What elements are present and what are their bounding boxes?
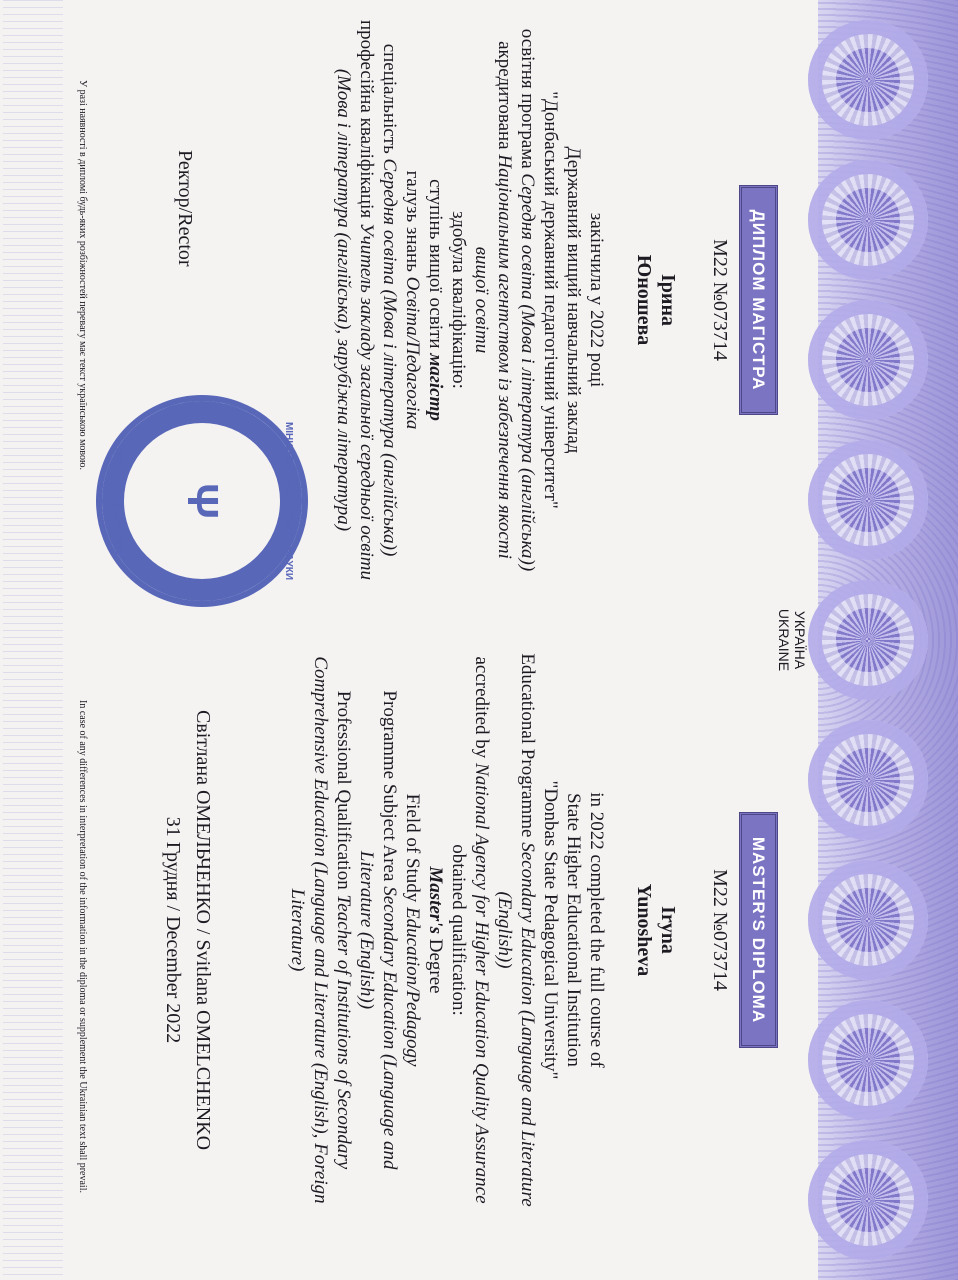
rosette-ornament (808, 160, 928, 280)
english-column (286, 650, 778, 1210)
obtained-ua: здобула кваліфікацію: (448, 211, 469, 389)
accreditation-ua: акредитована Національним агентством із забезпечення якості вищої освіти (471, 41, 515, 559)
last-name-en: Yunosheva (633, 883, 655, 977)
country-heading (776, 0, 808, 1280)
diploma-title-en: MASTER'S DIPLOMA (739, 812, 778, 1048)
wave-border (3, 0, 63, 1280)
rosette-ornament (808, 860, 928, 980)
last-name-ua: Юношева (633, 254, 655, 346)
institution-type-en: State Higher Educational Institution (563, 793, 584, 1067)
official-seal (96, 395, 308, 607)
rosette-ornament (808, 440, 928, 560)
diploma-number-en: M22 №073714 (709, 869, 731, 991)
diploma-title-ua: ДИПЛОМ МАГІСТРА (739, 185, 778, 416)
completion-line-en: in 2022 completed the full course of (586, 792, 607, 1068)
country-ua: УКРАЇНА (792, 610, 808, 670)
specialty-en: Programme Subject Area Secondary Education (Language and Literature (English)) (356, 690, 400, 1170)
specialty-ua: спеціальність Середня освіта (Мова і література (англійська)) (379, 43, 400, 557)
completion-line: закінчила у 2022 році (586, 212, 607, 388)
trident-icon: Ψ (178, 483, 227, 519)
program-en: Educational Programme Secondary Education (Language and Literature (English)) (494, 653, 538, 1207)
ukrainian-column (332, 20, 778, 580)
first-name-ua: Ірина (657, 274, 679, 326)
degree-ua: ступінь вищої освіти магістр (425, 179, 446, 421)
rector-label: Ректор/Rector (174, 150, 196, 267)
degree-en: Master's Degree (425, 866, 446, 994)
qualification-en: Professional Qualification Teacher of Institutions of Secondary Comprehensive Education (Language and Literature (English), Foreign Literature) (287, 656, 354, 1204)
accreditation-en: accredited by National Agency for Higher Education Quality Assurance (471, 656, 492, 1204)
qualification-ua: професійна кваліфікація Учитель закладу загальної середньої освіти (Мова і література (англійська), зарубіжна література) (333, 20, 377, 580)
guilloche-border (818, 0, 958, 1280)
rosette-ornament (808, 580, 928, 700)
field-ua: галузь знань Освіта/Педагогіка (402, 170, 423, 430)
obtained-en: obtained qualification: (448, 844, 469, 1016)
rosette-ornament (808, 300, 928, 420)
footer-note-ua: У разі наявності в дипломі будь-яких розбіжностей перевагу має текст українською мовою. (77, 80, 88, 471)
institution-name-en: "Donbas State Pedagogical University" (540, 780, 561, 1080)
rosette-ornament (808, 20, 928, 140)
rosette-ornament (808, 720, 928, 840)
program-ua: освітня програма Середня освіта (Мова і література (англійська)) (517, 28, 538, 572)
field-en: Field of Study Education/Pedagogy (402, 793, 423, 1067)
country-en: UKRAINE (776, 608, 792, 672)
diploma-number-ua: M22 №073714 (709, 239, 731, 361)
rosette-ornament (808, 1140, 928, 1260)
signature-block (158, 650, 218, 1210)
issue-date: 31 Грудня / December 2022 (162, 816, 184, 1044)
signatory-name: Світлана ОМЕЛЬЧЕНКО / Svitlana OMELCHENKO (192, 709, 214, 1151)
first-name-en: Iryna (657, 906, 679, 954)
seal-top-text: МІНІСТЕРСТВО ОСВІТИ І НАУКИ (283, 421, 294, 581)
institution-type: Державний вищий навчальний заклад (563, 146, 584, 454)
seal-bottom-text: УКРАЇНА * КОД 38177113 (114, 447, 124, 555)
rosette-ornament (808, 1000, 928, 1120)
footer-note-en: In case of any differences in interpretation of the information in the diploma or supplement the Ukrainian text shall prevail. (77, 700, 88, 1193)
institution-name: "Донбаський державний педагогічний університет" (540, 91, 561, 509)
